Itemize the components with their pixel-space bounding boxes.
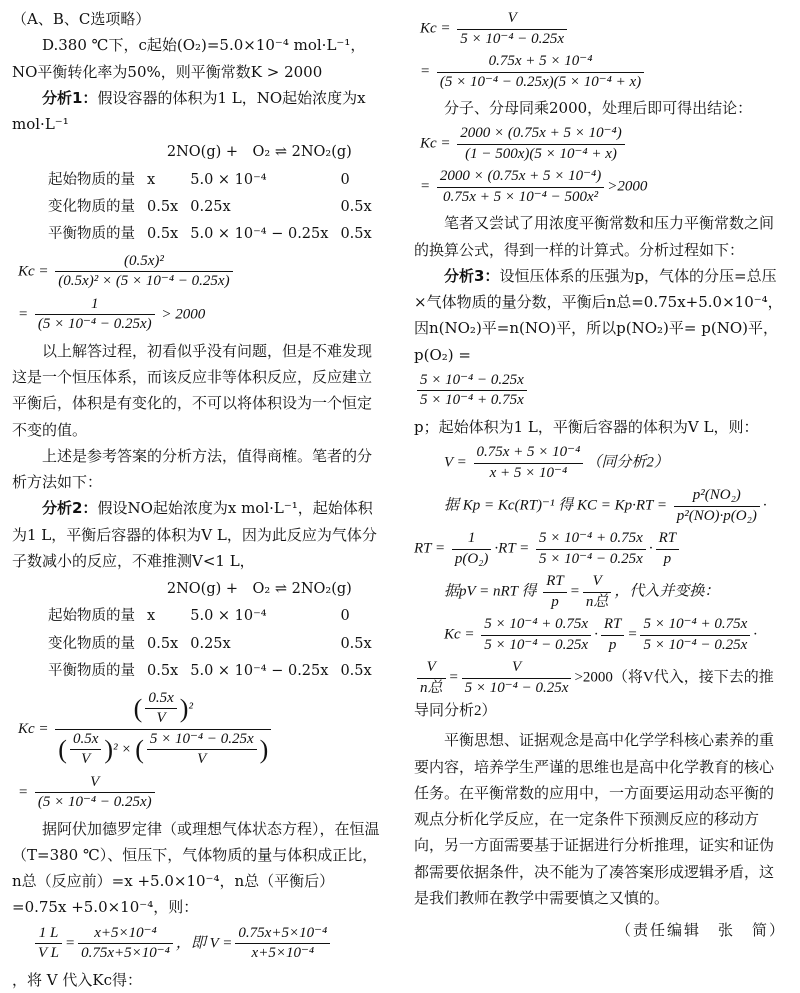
rt-equation: RT = $\frac{1}{\text{p(O₂)}}$ ·RT = $\frac{\text{5 × 10⁻⁴ + 0.75x}}{\text{5 × 10⁻⁴ − 0.25x}}$ · $\frac{RT}{p}$: [414, 529, 786, 569]
denominator: p²(NO)·p(O₂): [676, 507, 757, 524]
kc-equation-4b: = $\frac{\text{2000 × (0.75x + 5 × 10⁻⁴)}}{\text{0.75x + 5 × 10⁻⁴ − 500x²}}$ >2000: [414, 167, 786, 207]
fraction: [417, 658, 446, 698]
denominator: 0.75x+5×10⁻⁴: [81, 945, 170, 961]
cell: 5.0 × 10⁻⁴: [190, 171, 267, 188]
cell: x: [147, 171, 156, 188]
cell: 0.5x: [340, 226, 372, 243]
volume-ratio-equation: $\frac{1 L}{\text{V L}}$ = $\frac{\text{x+5×10⁻⁴}}{\text{0.75x+5×10⁻⁴}}$ ，即 V = $\frac{\text{0.75x+5×10⁻⁴}}{\text{x+5×10⁻⁴}}$: [12, 924, 384, 964]
fraction: [481, 615, 591, 655]
cell: 0.5x: [147, 635, 179, 652]
fraction: [55, 689, 271, 770]
analysis-2-text: 假设NO起始浓度为x mol·L⁻¹，起始体积为1 L，平衡后容器的体积为V L，因为此反应为气体分子数减小的反应，不难推测V<1 L，: [12, 499, 377, 570]
substitute-note: ，将 V 代入Kc得：: [12, 970, 142, 989]
numerator: V: [583, 572, 612, 593]
denominator: 5 × 10⁻⁴ − 0.25x: [460, 30, 565, 47]
fraction: [656, 529, 680, 569]
text: Kc =: [444, 626, 475, 643]
cell: 0.25x: [190, 199, 231, 215]
denominator: 5 × 10⁻⁴ + 0.75x: [420, 392, 524, 409]
analysis-2-label: 分析2：: [42, 499, 98, 518]
table-row: [42, 221, 378, 248]
analysis-3-text: 设恒压体系的压强为p，气体的分压=总压×气体物质的量分数，平衡后n总=0.75x+5.0×10⁻⁴，因n(NO₂)平=n(NO)平，所以p(NO₂)平= p(NO)平，p(O₂) =: [414, 266, 783, 364]
analysis-1-label: 分析1：: [42, 88, 98, 107]
fraction: [452, 529, 492, 569]
denominator: p: [551, 593, 559, 610]
denominator: 0.75x + 5 × 10⁻⁴ − 500x²: [443, 188, 599, 205]
denominator: x+5×10⁻⁴: [251, 945, 315, 961]
row-label: 变化物质的量: [48, 635, 135, 652]
denominator: (5 × 10⁻⁴ − 0.25x): [37, 316, 152, 333]
denominator: V: [197, 751, 207, 767]
numerator: 0.75x+5×10⁻⁴: [235, 924, 330, 945]
denominator: p: [663, 550, 672, 567]
fraction: [78, 924, 173, 964]
numerator: 5 × 10⁻⁴ − 0.25x: [417, 371, 527, 392]
fraction: [35, 295, 155, 335]
po2-fraction: [414, 371, 786, 411]
text: ·RT =: [494, 540, 530, 557]
fraction: [474, 443, 584, 483]
inequality: >2000: [607, 178, 648, 195]
table-row: [42, 194, 378, 221]
numerator: 0.5x: [70, 730, 101, 751]
kc-equation-3b: = $\frac{\text{0.75x + 5 × 10⁻⁴}}{\text{(5 × 10⁻⁴ − 0.25x)(5 × 10⁻⁴ + x)}}$: [414, 52, 786, 92]
text: 据pV = nRT 得: [444, 583, 537, 600]
row-label: 变化物质的量: [48, 199, 135, 215]
analysis-3-label: 分析3：: [444, 266, 500, 285]
reaction-equation-2: 2NO(g) + O₂ ⇌ 2NO₂(g): [166, 581, 352, 597]
cell: 0.5x: [340, 635, 372, 652]
text: ，即 V =: [175, 934, 233, 951]
cell: 0.5x: [147, 226, 179, 243]
cell: 5.0 × 10⁻⁴ − 0.25x: [190, 226, 329, 243]
numerator: V: [457, 9, 567, 30]
table-row: [42, 603, 378, 630]
kc-lhs: Kc =: [18, 263, 49, 280]
fraction: [437, 52, 644, 92]
numerator: 5 × 10⁻⁴ + 0.75x: [536, 529, 646, 550]
numerator: 5 × 10⁻⁴ + 0.75x: [481, 615, 591, 636]
kc-equation-1b: = $\frac{1}{\text{(5 × 10⁻⁴ − 0.25x)}}$ > 2000: [12, 295, 384, 335]
cell: 0.25x: [190, 635, 231, 652]
numerator: RT: [656, 529, 680, 550]
numerator: 0.5x: [145, 689, 176, 710]
numerator: 5 × 10⁻⁴ + 0.75x: [640, 615, 750, 636]
denominator: 5 × 10⁻⁴ − 0.25x: [484, 636, 589, 653]
denominator: n总: [585, 593, 609, 610]
numerator: 5 × 10⁻⁴ − 0.25x: [147, 730, 257, 751]
analysis-1: [12, 85, 384, 138]
denominator: n总: [420, 679, 443, 696]
denominator: 5 × 10⁻⁴ − 0.25x: [643, 636, 748, 653]
denominator: 5 × 10⁻⁴ − 0.25x: [539, 550, 643, 567]
denominator: (0.5x)² × (5 × 10⁻⁴ − 0.25x): [58, 273, 230, 290]
kc-equation-5: Kc = $\frac{\text{5 × 10⁻⁴ + 0.75x}}{\text{5 × 10⁻⁴ − 0.25x}}$ · $\frac{RT}{p}$ = $\frac{\text{5 × 10⁻⁴ + 0.75x}}{\text{5 × 10⁻⁴ − 0.25x}}$ ·: [414, 615, 786, 655]
text: >2000（将V代入，接下去的推导同分析2）: [414, 669, 774, 719]
cell: 0: [340, 171, 350, 188]
left-column: [12, 6, 384, 993]
text: V =: [444, 454, 467, 471]
row-label: 起始物质的量: [48, 608, 135, 625]
fraction: [437, 167, 604, 207]
numerator: p²(NO₂): [674, 486, 760, 507]
comment-1: 以上解答过程，初看似乎没有问题，但是不难发现这是一个恒压体系，而该反应非等体积反应，反应建立平衡后，体积是有变化的，不可以将体积设为一个恒定不变的值。: [12, 341, 373, 439]
text: ，代入并变换：: [614, 583, 720, 600]
fraction: [35, 924, 62, 964]
numerator: 1: [35, 295, 155, 316]
volume-equation: [414, 443, 786, 483]
analysis-1-text: 假设容器的体积为1 L，NO起始浓度为x mol·L⁻¹: [12, 88, 366, 133]
fraction: [457, 9, 567, 49]
numerator: 0.75x + 5 × 10⁻⁴: [437, 52, 644, 73]
reaction-equation-1: 2NO(g) + O₂ ⇌ 2NO₂(g): [166, 144, 352, 161]
cell: x: [147, 608, 156, 625]
avogadro-paragraph: 据阿伏加德罗定律（或理想气体状态方程），在恒温（T=380 ℃）、恒压下，气体物质的量与体积成正比，n总（反应前）=x +5.0×10⁻⁴，n总（平衡后）=0.75x +5.0×10⁻⁴，则：: [12, 819, 380, 917]
kc-equation-1: [12, 252, 384, 292]
cell: 0.5x: [147, 199, 179, 215]
fraction: [601, 615, 625, 655]
cell: 5.0 × 10⁻⁴ − 0.25x: [190, 663, 329, 680]
numerator: RT: [601, 615, 625, 636]
fraction: [543, 572, 567, 612]
pv-equation: [414, 572, 786, 612]
numerator: 1 L: [35, 924, 62, 945]
numerator: V: [417, 658, 446, 679]
denominator: 5 × 10⁻⁴ − 0.25x: [464, 679, 569, 696]
fraction: [55, 252, 232, 292]
conclusion: 平衡思想、证据观念是高中化学学科核心素养的重要内容，培养学生严谨的思维也是高中化学教育的核心任务。在平衡常数的应用中，一方面要运用动态平衡的观点分析化学反应，在一定条件下预测反应的移动方向，另一方面需要基于证据进行分析推理，证实和证伪都需要依据条件，决不能为了凑答案形成逻辑矛盾，这是我们教师在教学中需要慎之又慎的。: [414, 731, 775, 907]
text: RT =: [414, 540, 446, 557]
fraction: [147, 730, 257, 770]
editor-credit: （责任编辑 张 简）: [615, 921, 786, 939]
table-row: [42, 631, 378, 658]
numerator: RT: [543, 572, 567, 593]
cell: 0.5x: [147, 663, 179, 680]
analysis-2: [12, 495, 384, 574]
denominator: ( $\frac{0.5x}{V}$ )² × ( $\frac{\text{5 × 10⁻⁴ − 0.25x}}{V}$ ): [55, 730, 271, 770]
kc-lhs: Kc =: [18, 720, 49, 737]
numerator: 0.75x + 5 × 10⁻⁴: [474, 443, 584, 464]
scale-note: 分子、分母同乘2000，处理后即可得出结论：: [444, 99, 753, 117]
options-note: （A、B、C选项略）: [12, 10, 151, 28]
stoich-table-1: [42, 139, 378, 249]
fraction: [235, 924, 330, 964]
numerator: (0.5x)²: [55, 252, 232, 273]
fraction: [536, 529, 646, 569]
analysis-3-tail: p；起始体积为1 L，平衡后容器的体积为V L，则：: [414, 417, 759, 436]
text: （同分析2）: [586, 454, 669, 471]
row-label: 平衡物质的量: [48, 226, 135, 243]
numerator: x+5×10⁻⁴: [78, 924, 173, 945]
numerator: V: [462, 658, 572, 679]
fraction: [145, 689, 176, 729]
fraction: [417, 371, 527, 411]
denominator: (5 × 10⁻⁴ − 0.25x)(5 × 10⁻⁴ + x): [439, 73, 642, 90]
text: =: [569, 583, 580, 600]
fraction: [35, 773, 155, 813]
row-label: 平衡物质的量: [48, 663, 135, 680]
comment-2: 上述是参考答案的分析方法，值得商榷。笔者的分析方法如下：: [12, 446, 373, 491]
numerator: 1: [452, 529, 492, 550]
kc-equation-2: [12, 689, 384, 770]
analysis-3: [414, 263, 786, 368]
fraction: [674, 486, 760, 526]
numerator: 2000 × (0.75x + 5 × 10⁻⁴): [457, 124, 624, 145]
cell: 0: [340, 608, 350, 625]
numerator: 2000 × (0.75x + 5 × 10⁻⁴): [437, 167, 604, 188]
row-label: 起始物质的量: [48, 171, 135, 188]
fraction: [640, 615, 750, 655]
option-d: D.380 ℃下，c起始(O₂)=5.0×10⁻⁴ mol·L⁻¹，NO平衡转化率为50%，则平衡常数K > 2000: [12, 36, 366, 81]
kc-equation-3: Kc = $\frac{V}{\text{5 × 10⁻⁴ − 0.25x}}$: [414, 9, 786, 49]
stoich-table-2: [42, 576, 378, 686]
kc-equation-4: Kc = $\frac{\text{2000 × (0.75x + 5 × 10⁻⁴)}}{\text{(1 − 500x)(5 × 10⁻⁴ + x)}}$: [414, 124, 786, 164]
denominator: p(O₂): [454, 550, 489, 567]
table-row: [42, 658, 378, 685]
denominator: V: [156, 710, 166, 726]
cell: 0.5x: [340, 199, 372, 215]
numerator: V: [35, 773, 155, 794]
text: 据 Kp = Kc(RT)⁻¹ 得 KC = Kp·RT =: [444, 497, 667, 514]
denominator: (5 × 10⁻⁴ − 0.25x): [37, 794, 152, 810]
table-row: [42, 167, 378, 194]
denominator: x + 5 × 10⁻⁴: [489, 464, 568, 481]
kp-equation: 据 Kp = Kc(RT)⁻¹ 得 KC = Kp·RT = $\frac{\text{p²(NO₂)}}{\text{p²(NO)·p(O₂)}}$ ·: [414, 486, 786, 526]
right-column: [414, 6, 786, 943]
fraction: [457, 124, 624, 164]
kc-equation-2b: = $\frac{V}{\text{(5 × 10⁻⁴ − 0.25x)}}$: [12, 773, 384, 813]
fraction: [70, 730, 101, 770]
denominator: (1 − 500x)(5 × 10⁻⁴ + x): [465, 145, 617, 162]
kc-equation-5b: $\frac{V}{\text{n总}}$ = $\frac{V}{\text{5 × 10⁻⁴ − 0.25x}}$ >2000（将V代入，接下去的推导同分析2）: [414, 659, 774, 719]
cell: 0.5x: [340, 663, 372, 680]
cell: 5.0 × 10⁻⁴: [190, 608, 267, 625]
denominator: p: [608, 636, 617, 653]
numerator: ( $\frac{0.5x}{V}$ )²: [55, 689, 271, 730]
try-note: 笔者又尝试了用浓度平衡常数和压力平衡常数之间的换算公式，得到一样的计算式。分析过程如下：: [414, 214, 775, 259]
denominator: V L: [38, 945, 59, 961]
fraction: [462, 658, 572, 698]
inequality: > 2000: [161, 306, 206, 323]
fraction: [583, 572, 612, 612]
denominator: V: [81, 751, 91, 767]
